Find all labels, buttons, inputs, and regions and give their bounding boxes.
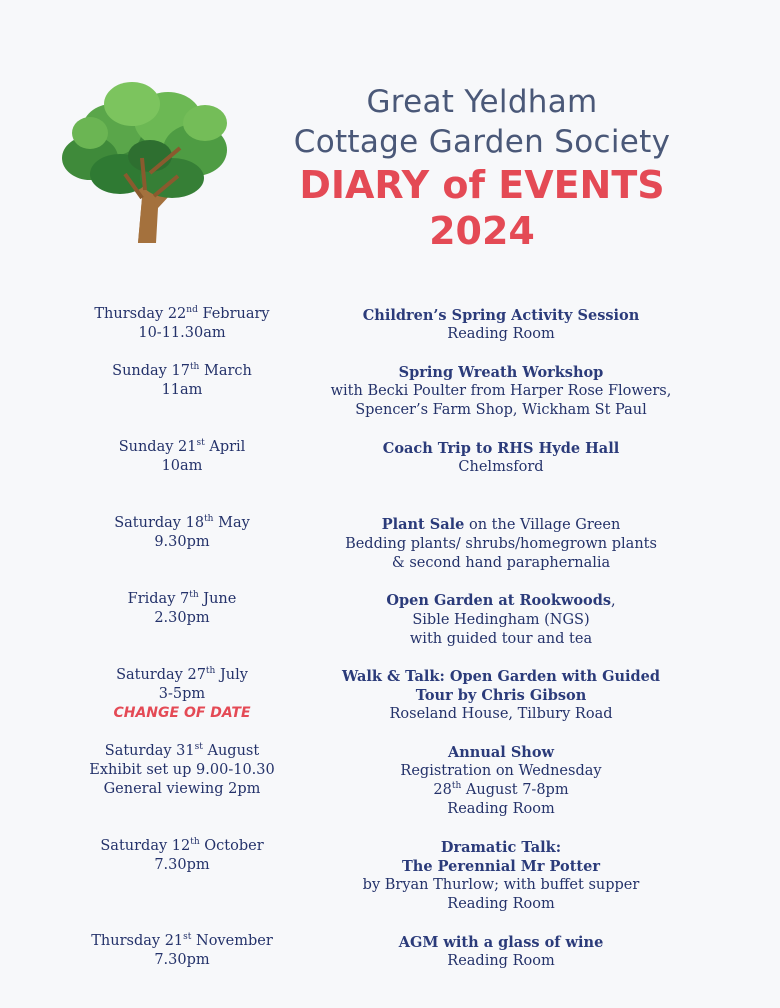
- event-date: Thursday 21st November 7.30pm: [91, 932, 273, 968]
- society-name-line1: Great Yeldham: [366, 84, 598, 120]
- event-title: Dramatic Talk:: [440, 839, 562, 856]
- event-date: Thursday 22nd February 10-11.30am: [94, 305, 270, 341]
- event-date: Friday 7th June 2.30pm: [127, 590, 237, 626]
- event-title: Spring Wreath Workshop: [398, 364, 604, 381]
- event-title: Coach Trip to RHS Hyde Hall: [382, 440, 620, 457]
- event-details: AGM with a glass of wine Reading Room: [292, 933, 710, 971]
- society-name-line2: Cottage Garden Society: [293, 124, 671, 160]
- event-details: Walk & Talk: Open Garden with Guided Tour by Chris Gibson Roseland House, Tilbury Road: [292, 667, 710, 724]
- page-header: [262, 82, 702, 254]
- diary-year: 2024: [429, 209, 535, 253]
- event-details: Plant Sale on the Village Green Bedding plants/ shrubs/homegrown plants & second hand paraphernalia: [345, 516, 657, 571]
- event-details: Children’s Spring Activity Session Reading Room: [292, 306, 710, 344]
- event-title-line2: Tour by Chris Gibson: [415, 687, 587, 704]
- diary-title: DIARY of EVENTS: [299, 163, 665, 207]
- event-title: Plant Sale: [381, 516, 465, 533]
- change-of-date-notice: CHANGE OF DATE: [113, 705, 251, 721]
- event-title: AGM with a glass of wine: [398, 934, 604, 951]
- event-date: Saturday 12th October 7.30pm: [100, 837, 264, 873]
- event-title: Children’s Spring Activity Session: [362, 307, 640, 324]
- event-details: Open Garden at Rookwoods, Sible Hedingham (NGS) with guided tour and tea: [386, 592, 616, 647]
- event-date: Saturday 31st August Exhibit set up 9.00-10.30 General viewing 2pm: [89, 742, 275, 797]
- event-date: Saturday 18th May 9.30pm: [114, 514, 250, 550]
- event-title-line2: The Perennial Mr Potter: [402, 858, 600, 875]
- event-date: Sunday 21st April 10am: [118, 438, 246, 474]
- event-details: Dramatic Talk: The Perennial Mr Potter by Bryan Thurlow; with buffet supper Reading Room: [292, 838, 710, 914]
- event-date: Sunday 17th March 11am: [112, 362, 252, 398]
- event-details: Spring Wreath Workshop with Becki Poulter from Harper Rose Flowers, Spencer’s Farm Shop, Wickham St Paul: [292, 363, 710, 420]
- event-date: Saturday 27th July 3-5pm CHANGE OF DATE: [62, 666, 302, 723]
- event-details: Coach Trip to RHS Hyde Hall Chelmsford: [292, 439, 710, 477]
- event-title: Open Garden at Rookwoods: [386, 592, 612, 609]
- event-title: Annual Show: [448, 744, 554, 761]
- oak-tree-icon: [50, 78, 240, 248]
- event-title: Walk & Talk: Open Garden with Guided: [341, 668, 661, 685]
- event-details: Annual Show Registration on Wednesday 28th August 7-8pm Reading Room: [292, 743, 710, 819]
